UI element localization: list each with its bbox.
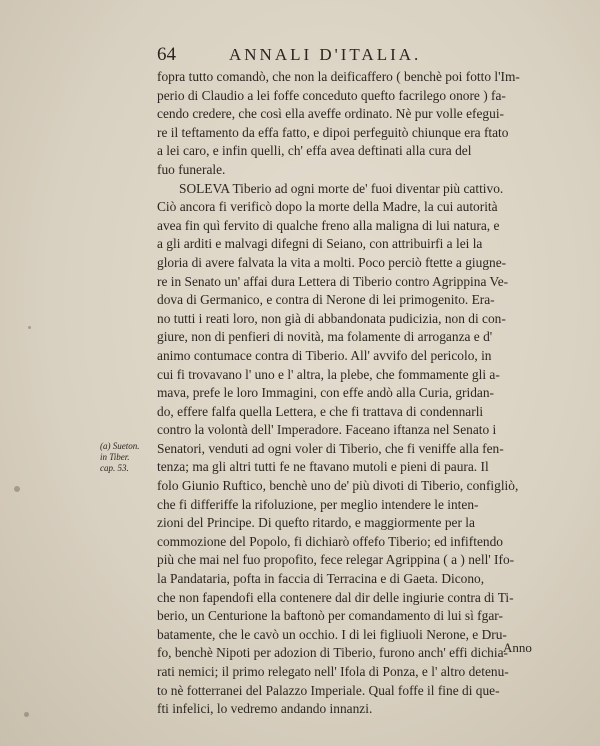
text-line: batamente, che le cavò un occhio. I di lei figliuoli Nerone, e Dru- (157, 626, 507, 642)
text-line: dova di Germanico, e contra di Nerone di lei primogenito. Era- (157, 292, 495, 308)
text-line: a gli arditi e malvagi difegni di Seiano, con attribuirfi a lei la (157, 236, 483, 252)
text-line: Ciò ancora fi verificò dopo la morte della Madre, la cui autorità (157, 199, 498, 215)
text-line: fo, benchè Nipoti per adozion di Tiberio, furono anch' effi dichia- (157, 645, 508, 661)
text-line: Senatori, venduti ad ogni voler di Tiberio, che fi veniffe alla fen- (157, 440, 504, 456)
text-line: che non fapendofi ella contenere dal dir delle ingiurie contra di Ti- (157, 589, 514, 605)
text-line: la Pandataria, pofta in faccia di Terracina e di Gaeta. Dicono, (157, 571, 485, 587)
text-line: più che mai nel fuo propofito, fece relegar Agrippina ( a ) nell' Ifo- (157, 552, 515, 568)
paper-spot (24, 712, 29, 717)
text-line: zioni del Principe. Di quefto ritardo, e maggiormente per la (157, 515, 475, 531)
catchword: Anno (503, 640, 532, 655)
text-line: giure, non di penfieri di novità, ma folamente di arroganza e d' (157, 329, 493, 345)
text-line: berio, un Centurione la baftonò per comandamento di lui sì fgar- (157, 608, 503, 624)
text-line: do, effere falfa quella Lettera, e che fi trattava di condennarli (157, 403, 484, 419)
text-line: perio di Claudio a lei foffe conceduto quefto facrilego onore ) fa- (157, 87, 506, 103)
text-line: cui fi trovavano l' uno e l' altra, la plebe, che fommamente gli a- (157, 366, 500, 382)
margin-note (100, 441, 156, 474)
margin-note-line: cap. 53. (100, 463, 129, 473)
text-line: cendo credere, che così ella aveffe ordinato. Nè pur volle efegui- (157, 106, 504, 122)
running-head: ANNALI D'ITALIA. (229, 45, 422, 64)
text-line: rati nemici; il primo relegato nell' Ifola di Ponza, e l' altro detenu- (157, 664, 509, 679)
text-line: commozione del Popolo, fi dichiarò offefo Tiberio; ed infiftendo (157, 533, 503, 549)
text-line: fuo funerale. (157, 161, 226, 177)
text-line: avea fin quì fervito di qualche freno alla maligna di lui natura, e (157, 217, 500, 233)
text-line: no tutti i reati loro, non già di abbandonata pudicizia, non di con- (157, 310, 506, 326)
paper-spot (28, 326, 31, 329)
text-line: tenza; ma gli altri tutti fe ne ftavano mutoli e pieni di paura. Il (157, 459, 489, 475)
text-line: fti infelici, lo vedremo andando innanzi. (157, 701, 373, 717)
margin-note-line: (a) Sueton. (100, 441, 140, 451)
text-line: mava, prefe le loro Immagini, con effe andò alla Curia, gridan- (157, 385, 494, 401)
text-line: gloria di avere falvata la vita a molti. Poco perciò ftette a giugne- (157, 254, 507, 270)
text-line: to nè fotterranei del Palazzo Imperiale. Qual foffe il fine di que- (157, 682, 500, 698)
page-number: 64 (157, 44, 176, 65)
text-line: folo Giunio Ruftico, benchè uno de' più divoti di Tiberio, configliò, (157, 478, 519, 494)
margin-note-line: in Tiber. (100, 452, 130, 462)
text-line: re in Senato un' affai dura Lettera di Tiberio contro Agrippina Ve- (157, 273, 509, 289)
text-line: a lei caro, e infin quelli, ch' effa avea deftinati alla cura del (157, 143, 472, 159)
text-line: SOLEVA Tiberio ad ogni morte de' fuoi diventar più cattivo. (179, 180, 504, 196)
text-line: re il teftamento da effa fatto, e dipoi perfeguitò chiunque era ftato (157, 124, 509, 140)
page-header (157, 44, 537, 68)
text-line: contro la volontà dell' Imperadore. Faceano iftanza nel Senato i (157, 422, 497, 438)
paper-spot (14, 486, 20, 492)
body-text (157, 68, 549, 719)
text-line: fopra tutto comandò, che non la deificaffero ( benchè poi fotto l'Im- (157, 69, 520, 84)
text-line: che fi differiffe la rifoluzione, per meglio intendere le inten- (157, 496, 479, 512)
text-line: animo contumace contra di Tiberio. All' avvifo del pericolo, in (157, 347, 492, 363)
